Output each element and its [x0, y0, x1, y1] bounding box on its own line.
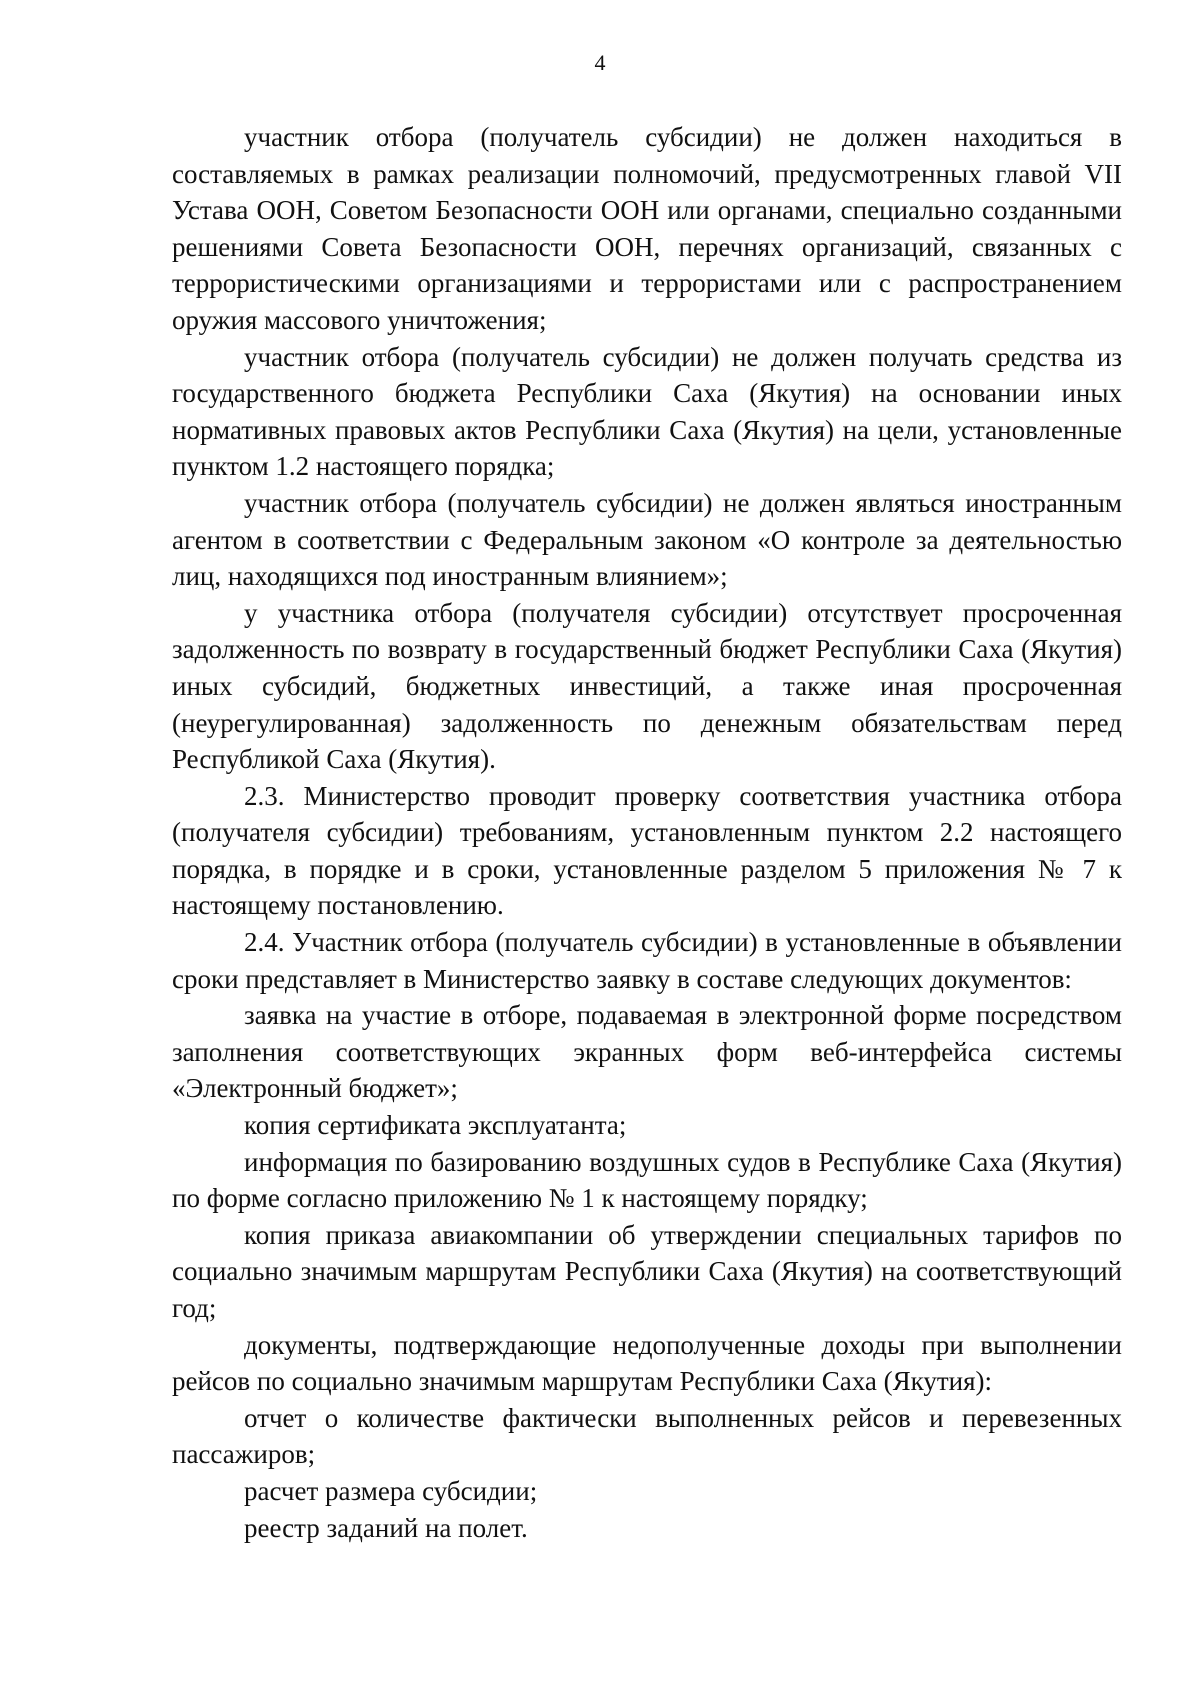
list-item-operator-certificate: копия сертификата эксплуатанта;: [244, 1110, 627, 1141]
list-item-lost-income-documents: документы, подтверждающие недополученные доходы при выполнении рейсов по социально значимым маршрутам Республики Саха (Якутия):: [172, 1329, 1122, 1397]
document-body: [172, 119, 1122, 1546]
list-item-electronic-application: заявка на участие в отборе, подаваемая в электронной форме посредством заполнения соответствующих экранных форм веб-интерфейса системы «Электронный бюджет»;: [172, 1000, 1122, 1104]
paragraph-no-overdue-debt: у участника отбора (получателя субсидии) отсутствует просроченная задолженность по возврату в государственный бюджет Республики Саха (Якутия) иных субсидий, бюджетных инвестиций, а также иная просроченная (неурегулированная) задолженность по денежным обязательствам перед Республикой Саха (Якутия).: [172, 597, 1122, 775]
list-item-flights-report: отчет о количестве фактически выполненных рейсов и перевезенных пассажиров;: [172, 1402, 1122, 1470]
list-item-special-tariffs-order: копия приказа авиакомпании об утверждении специальных тарифов по социально значимым маршрутам Республики Саха (Якутия) на соответствующий год;: [172, 1219, 1122, 1323]
paragraph-not-foreign-agent: участник отбора (получатель субсидии) не должен являться иностранным агентом в соответствии с Федеральным законом «О контроле за деятельностью лиц, находящихся под иностранным влиянием»;: [172, 487, 1122, 592]
list-item-flight-tasks-register: реестр заданий на полет.: [244, 1512, 528, 1543]
paragraph-no-other-budget-funds: участник отбора (получатель субсидии) не должен получать средства из государственного бюджета Республики Саха (Якутия) на основании иных нормативных правовых актов Республики Саха (Якутия) на цели, установленные пунктом 1.2 настоящего порядка;: [172, 341, 1122, 482]
page-number: 4: [594, 50, 606, 75]
list-item-aircraft-basing-info: информация по базированию воздушных судов в Республике Саха (Якутия) по форме согласно приложению № 1 к настоящему порядку;: [172, 1146, 1122, 1214]
list-item-subsidy-calculation: расчет размера субсидии;: [244, 1475, 538, 1506]
paragraph-2-3-verification: 2.3. Министерство проводит проверку соответствия участника отбора (получателя субсидии) требованиям, установленным пунктом 2.2 настоящего порядка, в порядке и в сроки, установленные разделом 5 приложения № 7 к настоящему постановлению.: [172, 780, 1122, 921]
paragraph-sanctions-list: участник отбора (получатель субсидии) не должен находиться в составляемых в рамках реализации полномочий, предусмотренных главой VII Устава ООН, Советом Безопасности ООН или органами, специально созданными решениями Совета Безопасности ООН, перечнях организаций, связанных с террористическими организациями и террористами или с распространением оружия массового уничтожения;: [172, 122, 1122, 335]
paragraph-2-4-application: 2.4. Участник отбора (получатель субсидии) в установленные в объявлении сроки представляет в Министерство заявку в составе следующих документов:: [172, 927, 1122, 994]
